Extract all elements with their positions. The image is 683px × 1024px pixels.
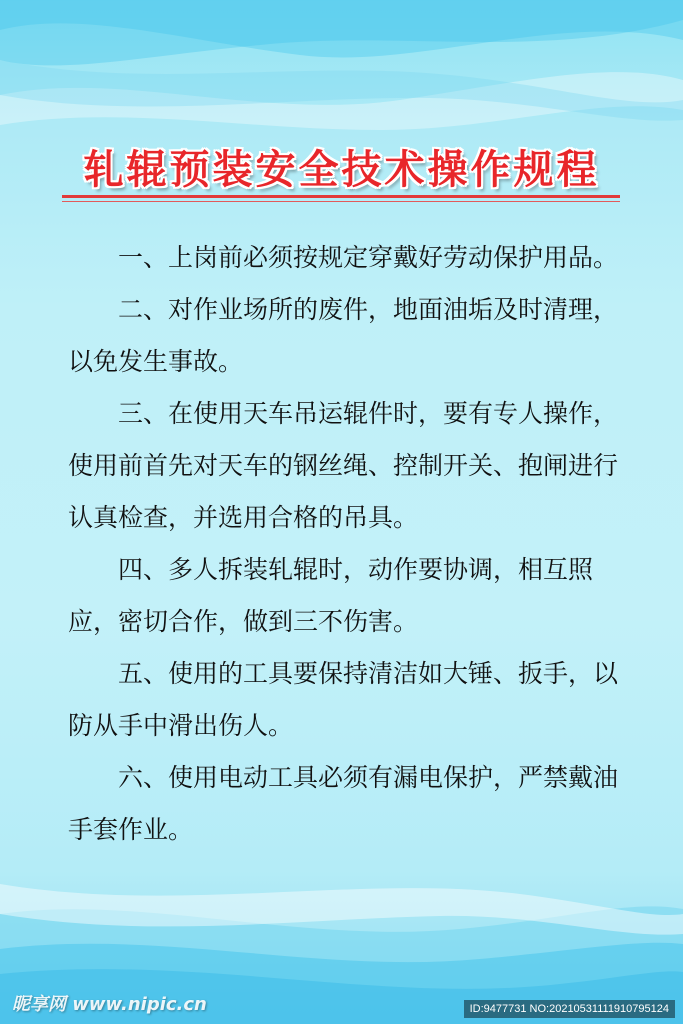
image-id-watermark: ID:9477731 NO:20210531111910795124 bbox=[464, 1000, 675, 1018]
title-underline-thick bbox=[62, 195, 620, 198]
rule-item-4: 四、多人拆装轧辊时，动作要协调，相互照应，密切合作，做到三不伤害。 bbox=[68, 555, 594, 636]
rule-item-2: 二、对作业场所的废件，地面油垢及时清理，以免发生事故。 bbox=[68, 295, 619, 376]
rule-item-3: 三、在使用天车吊运辊件时，要有专人操作，使用前首先对天车的钢丝绳、控制开关、抱闸进行认真检查，并选用合格的吊具。 bbox=[68, 399, 619, 532]
title-underline-thin bbox=[62, 201, 620, 202]
rule-item-1: 一、上岗前必须按规定穿戴好劳动保护用品。 bbox=[118, 243, 619, 272]
rules-list bbox=[68, 232, 620, 856]
rule-item-6: 六、使用电动工具必须有漏电保护，严禁戴油手套作业。 bbox=[68, 763, 619, 844]
poster-title: 轧辊预装安全技术操作规程 bbox=[83, 147, 600, 193]
site-watermark: 昵享网 www.nipic.cn bbox=[12, 994, 207, 1015]
rule-item-5: 五、使用的工具要保持清洁如大锤、扳手，以防从手中滑出伤人。 bbox=[68, 659, 619, 740]
